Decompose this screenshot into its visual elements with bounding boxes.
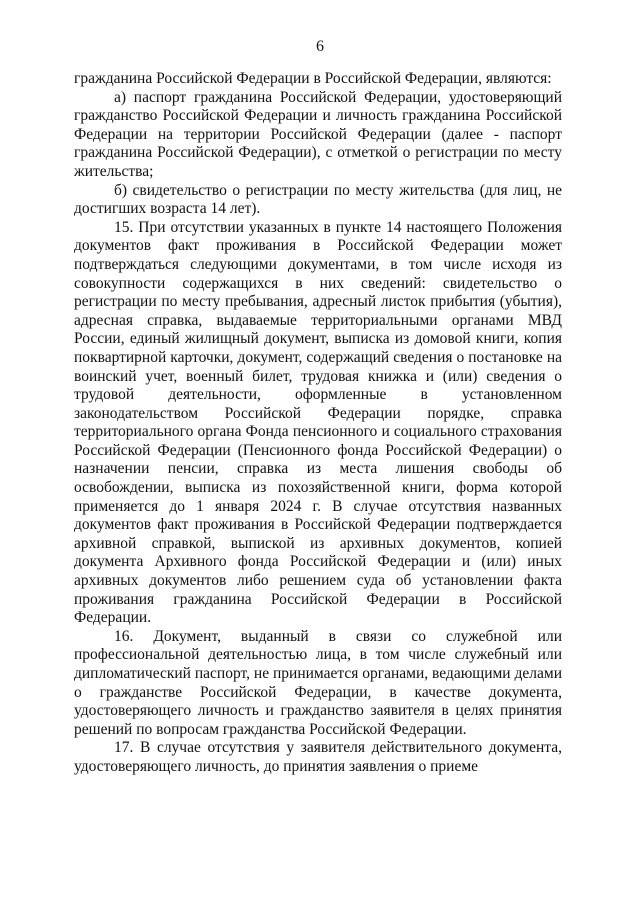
paragraph-continuation: гражданина Российской Федерации в Российской Федерации, являются: (74, 70, 552, 87)
paragraph-item-a: а) паспорт гражданина Российской Федерации, удостоверяющий гражданство Российской Федерации и личность гражданина Российской Федерации на территории Российской Федерации (далее - паспорт гражданина Российской Федерации), с отметкой о регистрации по месту жительства; (74, 88, 562, 180)
paragraph-17: 17. В случае отсутствия у заявителя действительного документа, удостоверяющего личность, до принятия заявления о приеме (74, 739, 562, 775)
paragraph-15: 15. При отсутствии указанных в пункте 14 настоящего Положения документов факт проживания в Российской Федерации может подтверждаться следующими документами, в том числе исходя из совокупности содержащихся в них сведений: свидетельство о регистрации по месту пребывания, адресный листок прибытия (убытия), адресная справка, выдаваемые территориальными органами МВД России, единый жилищный документ, выписка из домовой книги, копия поквартирной карточки, документ, содержащий сведения о постановке на воинский учет, военный билет, трудовая книжка и (или) сведения о трудовой деятельности, оформленные в установленном законодательством Российской Федерации порядке, справка территориального органа Фонда пенсионного и социального страхования Российской Федерации (Пенсионного фонда Российской Федерации) о назначении пенсии, справка из места лишения свободы об освобождении, выписка из похозяйственной книги, форма которой применяется до 1 января 2024 г. В случае отсутствия названных документов факт проживания в Российской Федерации подтверждается архивной справкой, выпиской из архивных документов, копией документа Архивного фонда Российской Федерации и (или) иных архивных документов либо решением суда об установлении факта проживания гражданина Российской Федерации в Российской Федерации. (74, 218, 562, 627)
page-number: 6 (316, 38, 324, 55)
paragraph-item-b: б) свидетельство о регистрации по месту жительства (для лиц, не достигших возраста 14 лет). (74, 181, 562, 218)
paragraph-16: 16. Документ, выданный в связи со служебной или профессиональной деятельностью лица, в том числе служебный или дипломатический паспорт, не принимается органами, ведающими делами о гражданстве Российской Федерации, в качестве документа, удостоверяющего личность и гражданство заявителя в целях принятия решений по вопросам гражданства Российской Федерации. (74, 627, 562, 738)
document-body (74, 70, 562, 777)
